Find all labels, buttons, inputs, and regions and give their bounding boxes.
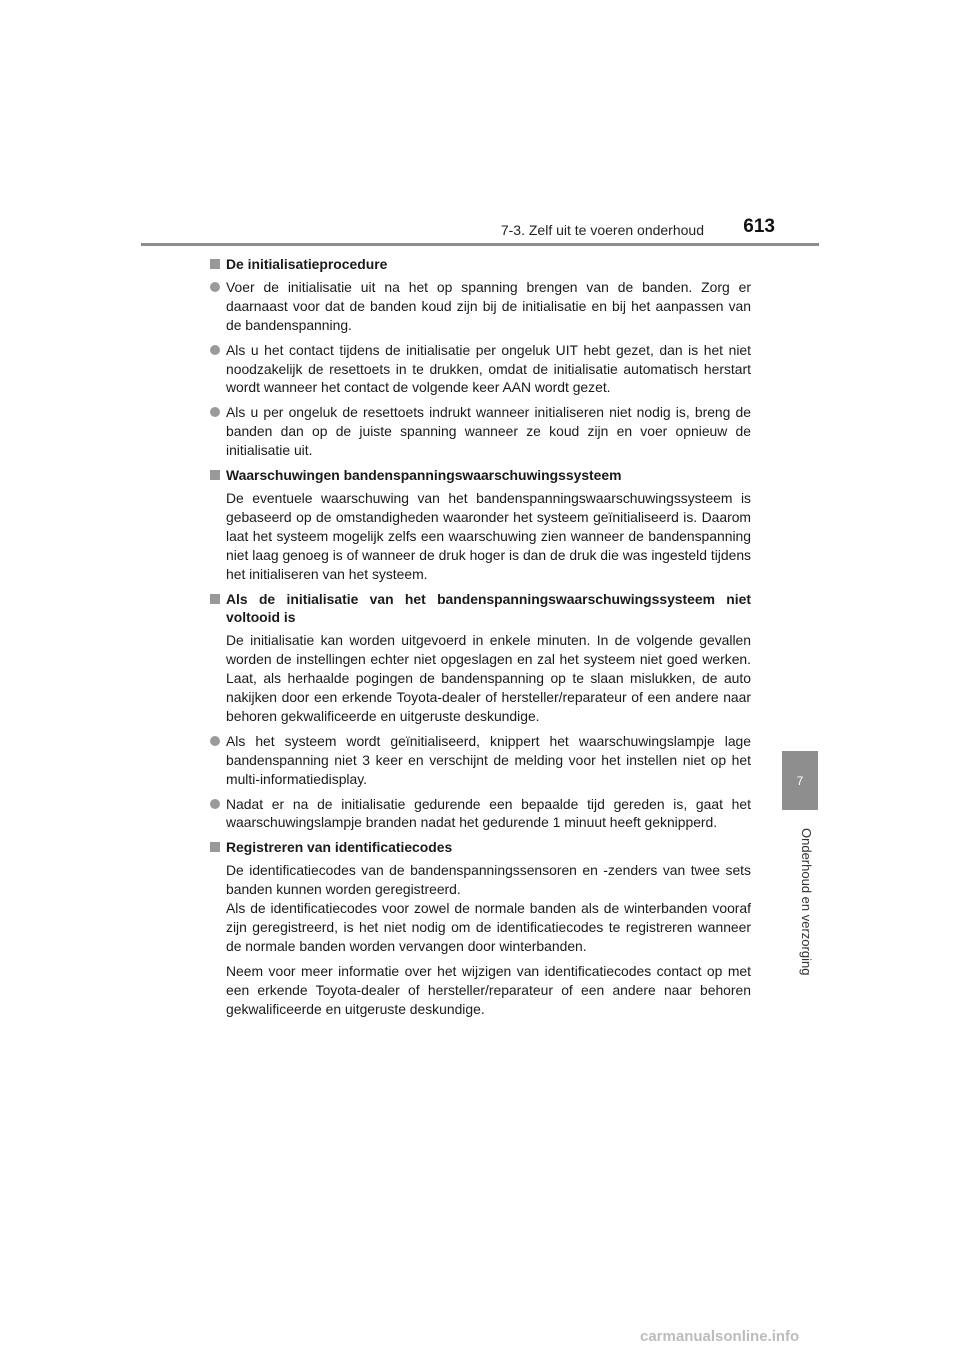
section-heading-text: De initialisatieprocedure (226, 256, 388, 272)
section-initialization-procedure (210, 255, 751, 460)
chapter-tab (782, 751, 818, 810)
list-item-text: Voer de initialisatie uit na het op spanning brengen van de banden. Zorg er daarnaast voor dat de banden koud zijn bij de initialisatie en bij het aanpassen van de bandenspanning. (226, 278, 751, 333)
round-bullet-icon (210, 345, 220, 355)
section-heading-text: Registreren van identificatiecodes (226, 839, 453, 856)
list-item (210, 341, 751, 398)
square-bullet-icon (210, 259, 220, 269)
chapter-number: 7 (796, 773, 804, 788)
round-bullet-icon (210, 407, 220, 417)
round-bullet-icon (210, 736, 220, 746)
list-item (210, 403, 751, 460)
list-item-text: Als u per ongeluk de resettoets indrukt wanneer initialiseren niet nodig is, breng de banden dan op de juiste spanning wanneer ze koud zijn en voer opnieuw de initialisatie uit. (226, 404, 751, 459)
page-content (210, 255, 751, 1025)
running-header-section: 7-3. Zelf uit te voeren onderhoud (500, 222, 704, 238)
round-bullet-icon (210, 799, 220, 809)
page-number: 613 (743, 216, 775, 237)
list-item (210, 278, 751, 335)
square-bullet-icon (210, 594, 220, 604)
list-item (210, 795, 751, 833)
square-bullet-icon (210, 470, 220, 480)
list-item (210, 732, 751, 789)
paragraph: Als de identificatiecodes voor zowel de normale banden als de winterbanden vooraf zijn geregistreerd, is het niet nodig om de identificatiecodes te registreren wanneer de normale banden worden vervangen door winterbanden. (226, 900, 751, 954)
round-bullet-icon (210, 282, 220, 292)
chapter-side-title: Onderhoud en verzorging (799, 828, 814, 976)
paragraph: De identificatiecodes van de bandenspanningssensoren en -zenders van twee sets banden kunnen worden geregistreerd. (226, 862, 751, 898)
section-heading (210, 838, 751, 857)
paragraph: Neem voor meer informatie over het wijzigen van identificatiecodes contact op met een erkende Toyota-dealer of hersteller/reparateur of een andere naar behoren gekwalificeerde en uitgeruste deskundige. (226, 962, 751, 1017)
section-heading (210, 255, 751, 274)
header-divider (141, 243, 819, 246)
list-item-text: Nadat er na de initialisatie gedurende een bepaalde tijd gereden is, gaat het waarschuwingslampje branden nadat het gedurende 1 minuut heeft geknipperd. (226, 795, 751, 831)
section-heading-text: Waarschuwingen bandenspanningswaarschuwingssysteem (226, 467, 622, 484)
section-initialization-incomplete (210, 590, 751, 833)
section-warnings (210, 466, 751, 583)
list-item-text: Als het systeem wordt geïnitialiseerd, knippert het waarschuwingslampje lage bandenspanning niet 3 keer en verschijnt de melding voor het instellen niet op het multi-informatiedisplay. (226, 732, 751, 787)
square-bullet-icon (210, 842, 220, 852)
list-item-text: Als u het contact tijdens de initialisatie per ongeluk UIT hebt gezet, dan is het niet noodzakelijk de resettoets in te drukken, omdat de initialisatie automatisch herstart wordt wanneer het contact de volgende keer AAN wordt gezet. (226, 341, 751, 396)
watermark: carmanualsonline.info (640, 1328, 800, 1345)
section-heading-text: Als de initialisatie van het bandenspanningswaarschuwingssysteem niet voltooid is (226, 590, 751, 626)
paragraph: De initialisatie kan worden uitgevoerd in enkele minuten. In de volgende gevallen worden de instellingen echter niet opgeslagen en zal het systeem niet goed werken. Laat, als herhaalde pogingen de bandenspanning op te slaan mislukken, de auto nakijken door een erkende Toyota-dealer of hersteller/reparateur of een andere naar behoren gekwalificeerde en uitgeruste deskundige. (226, 632, 751, 724)
section-registering-ids (210, 838, 751, 1018)
section-heading (210, 590, 751, 628)
paragraph: De eventuele waarschuwing van het bandenspanningswaarschuwingssysteem is gebaseerd op de omstandigheden waaronder het systeem geïnitialiseerd is. Daarom laat het systeem mogelijk zelfs een waarschuwing zien wanneer de bandenspanning niet laag genoeg is of wanneer de druk hoger is dan de druk die was ingesteld tijdens het initialiseren van het systeem. (226, 489, 751, 582)
section-heading (210, 466, 751, 485)
